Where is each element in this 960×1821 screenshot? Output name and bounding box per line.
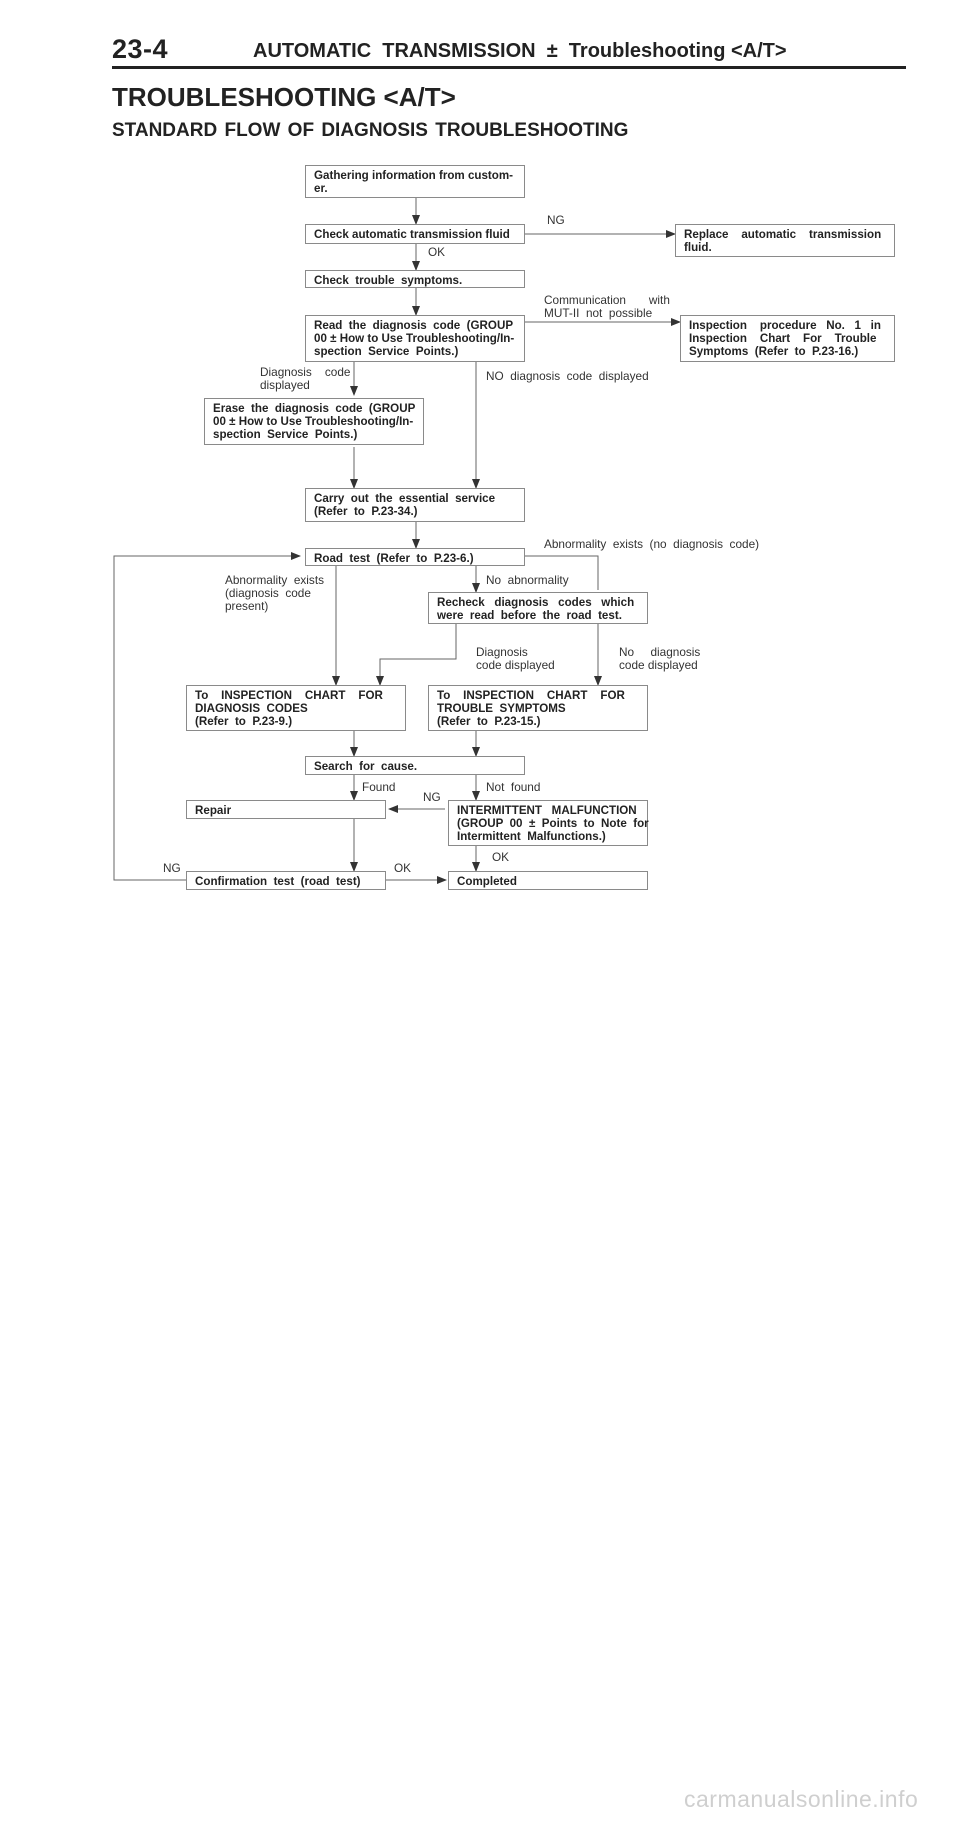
step-search-cause: Search for cause.	[305, 756, 525, 775]
step-completed: Completed	[448, 871, 648, 890]
step-chart-trouble-symptoms: To INSPECTION CHART FOR TROUBLE SYMPTOMS (Refer to P.23-15.)	[428, 685, 648, 731]
step-gathering-information: Gathering information from custom- er.	[305, 165, 525, 198]
label-code-displayed: Diagnosis code displayed	[260, 365, 351, 392]
label-fluid-ng: NG	[547, 213, 565, 227]
label-fluid-ok: OK	[428, 245, 446, 259]
step-read-diagnosis-code: Read the diagnosis code (GROUP 00 ± How to Use Troubleshooting/In- spection Service Points.)	[305, 315, 525, 362]
page-title: TROUBLESHOOTING <A/T>	[112, 82, 456, 112]
step-confirmation-test: Confirmation test (road test)	[186, 871, 386, 890]
arrow-recheck-to-diag-chart	[380, 624, 456, 685]
step-replace-fluid: Replace automatic transmission fluid.	[675, 224, 895, 257]
step-essential-service: Carry out the essential service (Refer to P.23-34.)	[305, 488, 525, 522]
label-confirm-ng: NG	[163, 861, 181, 875]
label-intermittent-ok: OK	[492, 850, 510, 864]
label-confirm-ok: OK	[394, 861, 412, 875]
label-abnormality-code-present: Abnormality exists (diagnosis code present)	[225, 573, 324, 613]
step-inspection-procedure-1: Inspection procedure No. 1 in Inspection Chart For Trouble Symptoms (Refer to P.23-16.)	[680, 315, 895, 362]
step-intermittent-malfunction: INTERMITTENT MALFUNCTION (GROUP 00 ± Points to Note for Intermittent Malfunctions.)	[448, 800, 648, 846]
step-check-symptoms: Check trouble symptoms.	[305, 270, 525, 288]
label-no-abnormality: No abnormality	[486, 573, 569, 587]
label-found: Found	[362, 780, 396, 794]
page-number: 23-4	[112, 34, 169, 64]
watermark: carmanualsonline.info	[684, 1786, 919, 1812]
label-no-code-displayed: NO diagnosis code displayed	[486, 369, 649, 383]
step-recheck-codes: Recheck diagnosis codes which were read before the road test.	[428, 592, 648, 624]
step-erase-diagnosis-code: Erase the diagnosis code (GROUP 00 ± How to Use Troubleshooting/In- spection Service Points.)	[204, 398, 424, 445]
header-title: AUTOMATIC TRANSMISSION ± Troubleshooting <A/T>	[253, 40, 787, 62]
step-check-fluid: Check automatic transmission fluid	[305, 224, 525, 244]
label-not-found: Not found	[486, 780, 541, 794]
step-chart-diagnosis-codes: To INSPECTION CHART FOR DIAGNOSIS CODES (Refer to P.23-9.)	[186, 685, 406, 731]
section-title: STANDARD FLOW OF DIAGNOSIS TROUBLESHOOTING	[112, 120, 629, 141]
step-road-test: Road test (Refer to P.23-6.)	[305, 548, 525, 566]
label-communication-not-possible: Communication with MUT-II not possible	[544, 293, 670, 320]
step-repair: Repair	[186, 800, 386, 819]
label-recheck-code-displayed: Diagnosis code displayed	[476, 645, 555, 672]
label-recheck-no-code: No diagnosis code displayed	[619, 645, 701, 672]
label-abnormality-no-code: Abnormality exists (no diagnosis code)	[544, 537, 760, 551]
label-intermittent-ng: NG	[423, 790, 441, 804]
